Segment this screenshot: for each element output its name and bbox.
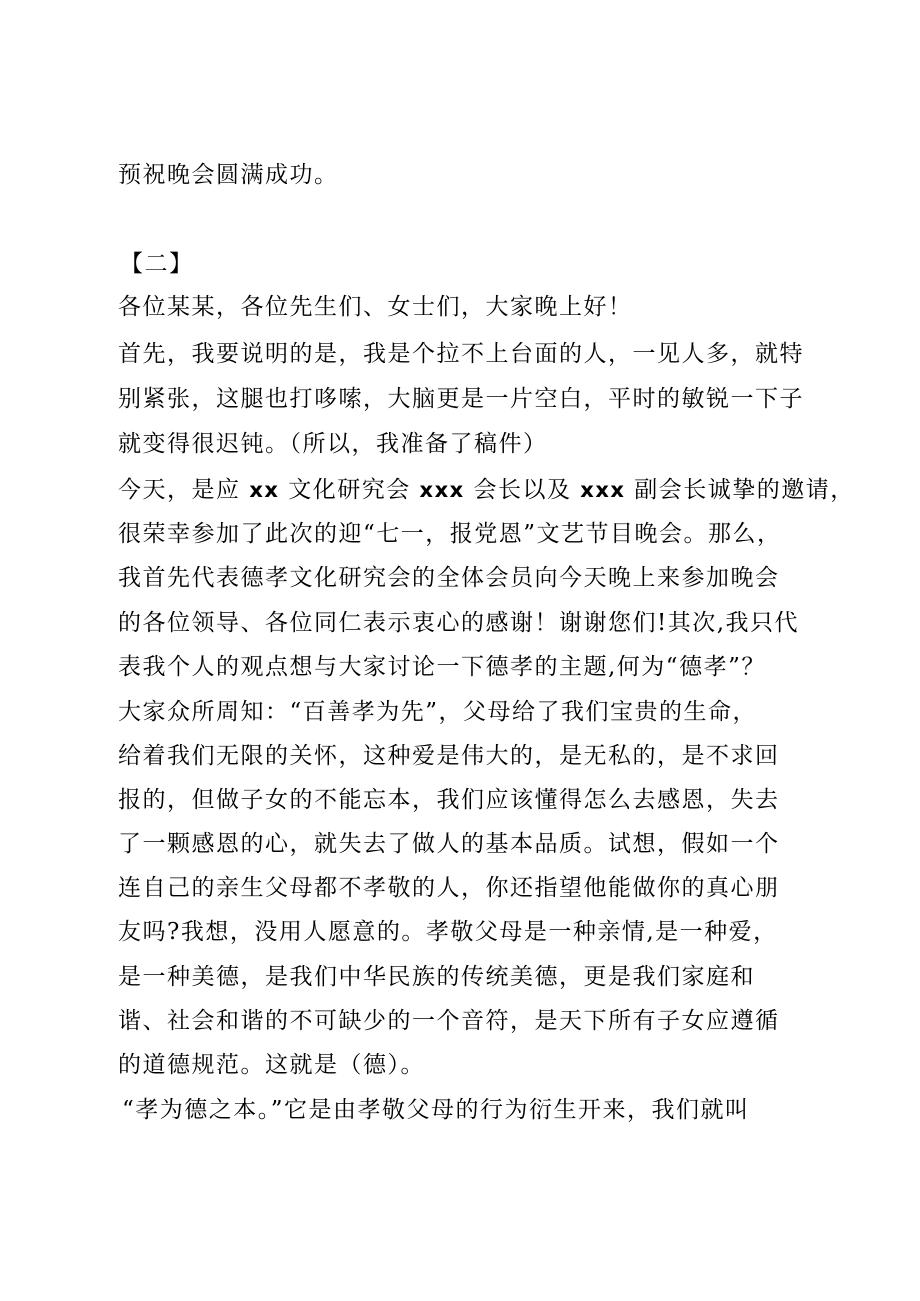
text-line: 是一种美德，是我们中华民族的传统美德，更是我们家庭和 [118, 964, 755, 990]
text-line: 很荣幸参加了此次的迎“七一，报党恩”文艺节目晚会。那么， [118, 521, 782, 547]
text-line: 报的，但做子女的不能忘本，我们应该懂得怎么去感恩，失去 [118, 787, 780, 813]
invitation-line [118, 475, 855, 505]
text-line: 友吗?我想，没用人愿意的。孝敬父母是一种亲情,是一种爱， [118, 919, 778, 945]
text-line: 别紧张，这腿也打哆嗦，大脑更是一片空白，平时的敏锐一下子 [118, 386, 804, 412]
bold-placeholder: xxx [419, 478, 465, 502]
text-line: 的各位领导、各位同仁表示衷心的感谢！谢谢您们!其次,我只代 [118, 610, 800, 636]
greeting-line: 各位某某，各位先生们、女士们，大家晚上好！ [118, 294, 633, 320]
text-line: 大家众所周知：“百善孝为先”，父母给了我们宝贵的生命， [118, 699, 758, 725]
text-line: 就变得很迟钝。（所以，我准备了稿件） [118, 431, 548, 457]
text-line: 连自己的亲生父母都不孝敬的人，你还指望他能做你的真心朋 [118, 875, 780, 901]
text-segment: 副会长诚挚的邀请， [634, 477, 855, 503]
section-heading: 【二】 [120, 251, 194, 277]
closing-line: 预祝晚会圆满成功。 [118, 162, 339, 188]
text-line: 了一颗感恩的心，就失去了做人的基本品质。试想，假如一个 [118, 831, 780, 857]
text-line: 首先，我要说明的是，我是个拉不上台面的人，一见人多，就特 [118, 341, 804, 367]
bold-placeholder: xxx [580, 478, 626, 502]
text-segment: 会长以及 [473, 477, 572, 503]
bold-placeholder: xx [249, 478, 280, 502]
text-segment: 今天，是应 [118, 477, 241, 503]
text-line: 的道德规范。这就是（德）。 [118, 1052, 425, 1078]
text-line: 给着我们无限的关怀，这种爱是伟大的，是无私的，是不求回 [118, 743, 780, 769]
text-segment: 文化研究会 [288, 477, 411, 503]
text-line: 表我个人的观点想与大家讨论一下德孝的主题,何为“德孝”？ [118, 654, 766, 680]
text-line: 谐、社会和谐的不可缺少的一个音符，是天下所有子女应遵循 [118, 1008, 780, 1034]
text-line: 我首先代表德孝文化研究会的全体会员向今天晚上来参加晚会 [118, 565, 780, 591]
text-line: “孝为德之本。”它是由孝敬父母的行为衍生开来，我们就叫 [122, 1097, 750, 1123]
